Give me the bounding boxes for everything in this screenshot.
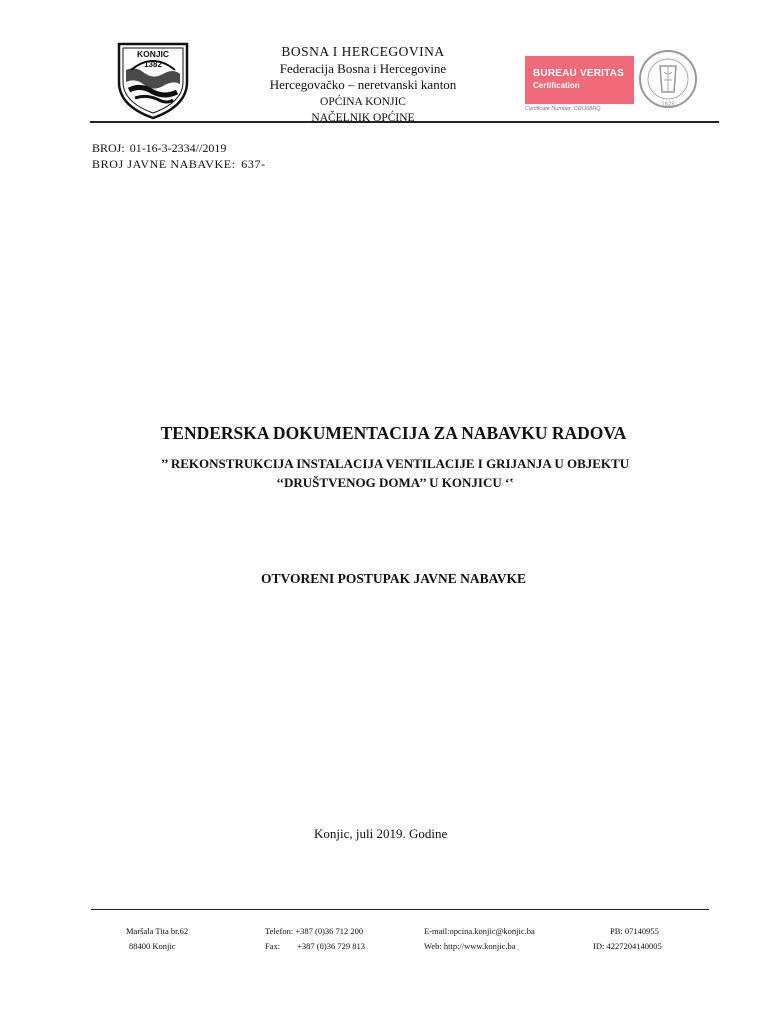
certification-logo — [520, 46, 690, 116]
footer-address-street: Maršala Tita br.62 — [126, 926, 189, 936]
municipality-crest — [113, 40, 193, 120]
crest-name: KONJIC — [136, 49, 170, 59]
footer-fax-label: Fax: — [265, 941, 281, 951]
crest-year: 1382 — [144, 60, 162, 69]
subtitle-line-1: ’’ REKONSTRUKCIJA INSTALACIJA VENTILACIJE I GRIJANJA U OBJEKTU — [160, 456, 630, 471]
canton-name: Hercegovačko – neretvanski kanton — [269, 77, 457, 92]
subtitle-line-2: ‘‘DRUŠTVENOG DOMA’’ U KONJICU ‘‛ — [276, 475, 514, 490]
footer-divider — [91, 909, 709, 910]
document-title: TENDERSKA DOKUMENTACIJA ZA NABAVKU RADOVA — [160, 423, 627, 443]
footer-email: E-mail:opcina.konjic@konjic.ba — [424, 926, 535, 936]
footer-fax — [265, 941, 365, 951]
procedure-type: OTVORENI POSTUPAK JAVNE NABAVKE — [261, 571, 526, 586]
certificate-number: Certificate Number: CRO68HQ — [525, 106, 601, 112]
footer-pb-number: PB: 07140955 — [610, 926, 659, 936]
bureau-veritas-seal-icon — [638, 46, 698, 112]
federation-name: Federacija Bosna i Hercegovine — [279, 60, 447, 76]
reference-value: 01-16-3-2334//2019 — [129, 141, 227, 155]
footer-fax-value: +387 (0)36 729 813 — [297, 941, 365, 951]
reference-number — [92, 140, 266, 156]
document-subtitle — [100, 454, 690, 492]
footer-address-city: 88400 Konjic — [129, 941, 176, 951]
footer-website: Web: http://www.konjic.ba — [424, 941, 516, 951]
seal-year: 1828 — [661, 102, 675, 108]
certification-brand: BUREAU VERITAS — [533, 68, 624, 79]
reference-label: BROJ: — [92, 141, 125, 155]
header-divider — [90, 121, 719, 123]
country-name: BOSNA I HERCEGOVINA — [281, 44, 445, 59]
procurement-value: 637- — [241, 157, 266, 171]
footer-id-number: ID: 4227204140005 — [593, 941, 662, 951]
certification-brand-box — [525, 56, 634, 104]
procurement-number — [92, 156, 266, 172]
procurement-label: BROJ JAVNE NABAVKE: — [92, 157, 236, 171]
municipality-name: OPĆINA KONJIC — [320, 95, 406, 108]
reference-numbers — [92, 140, 266, 172]
footer-phone: Telefon: +387 (0)36 712 200 — [265, 926, 364, 936]
certification-subtitle: Certification — [533, 81, 580, 90]
place-and-date: Konjic, juli 2019. Godine — [314, 826, 448, 841]
letterhead — [200, 44, 526, 127]
office-name: NAČELNIK OPĆINE — [311, 112, 415, 124]
